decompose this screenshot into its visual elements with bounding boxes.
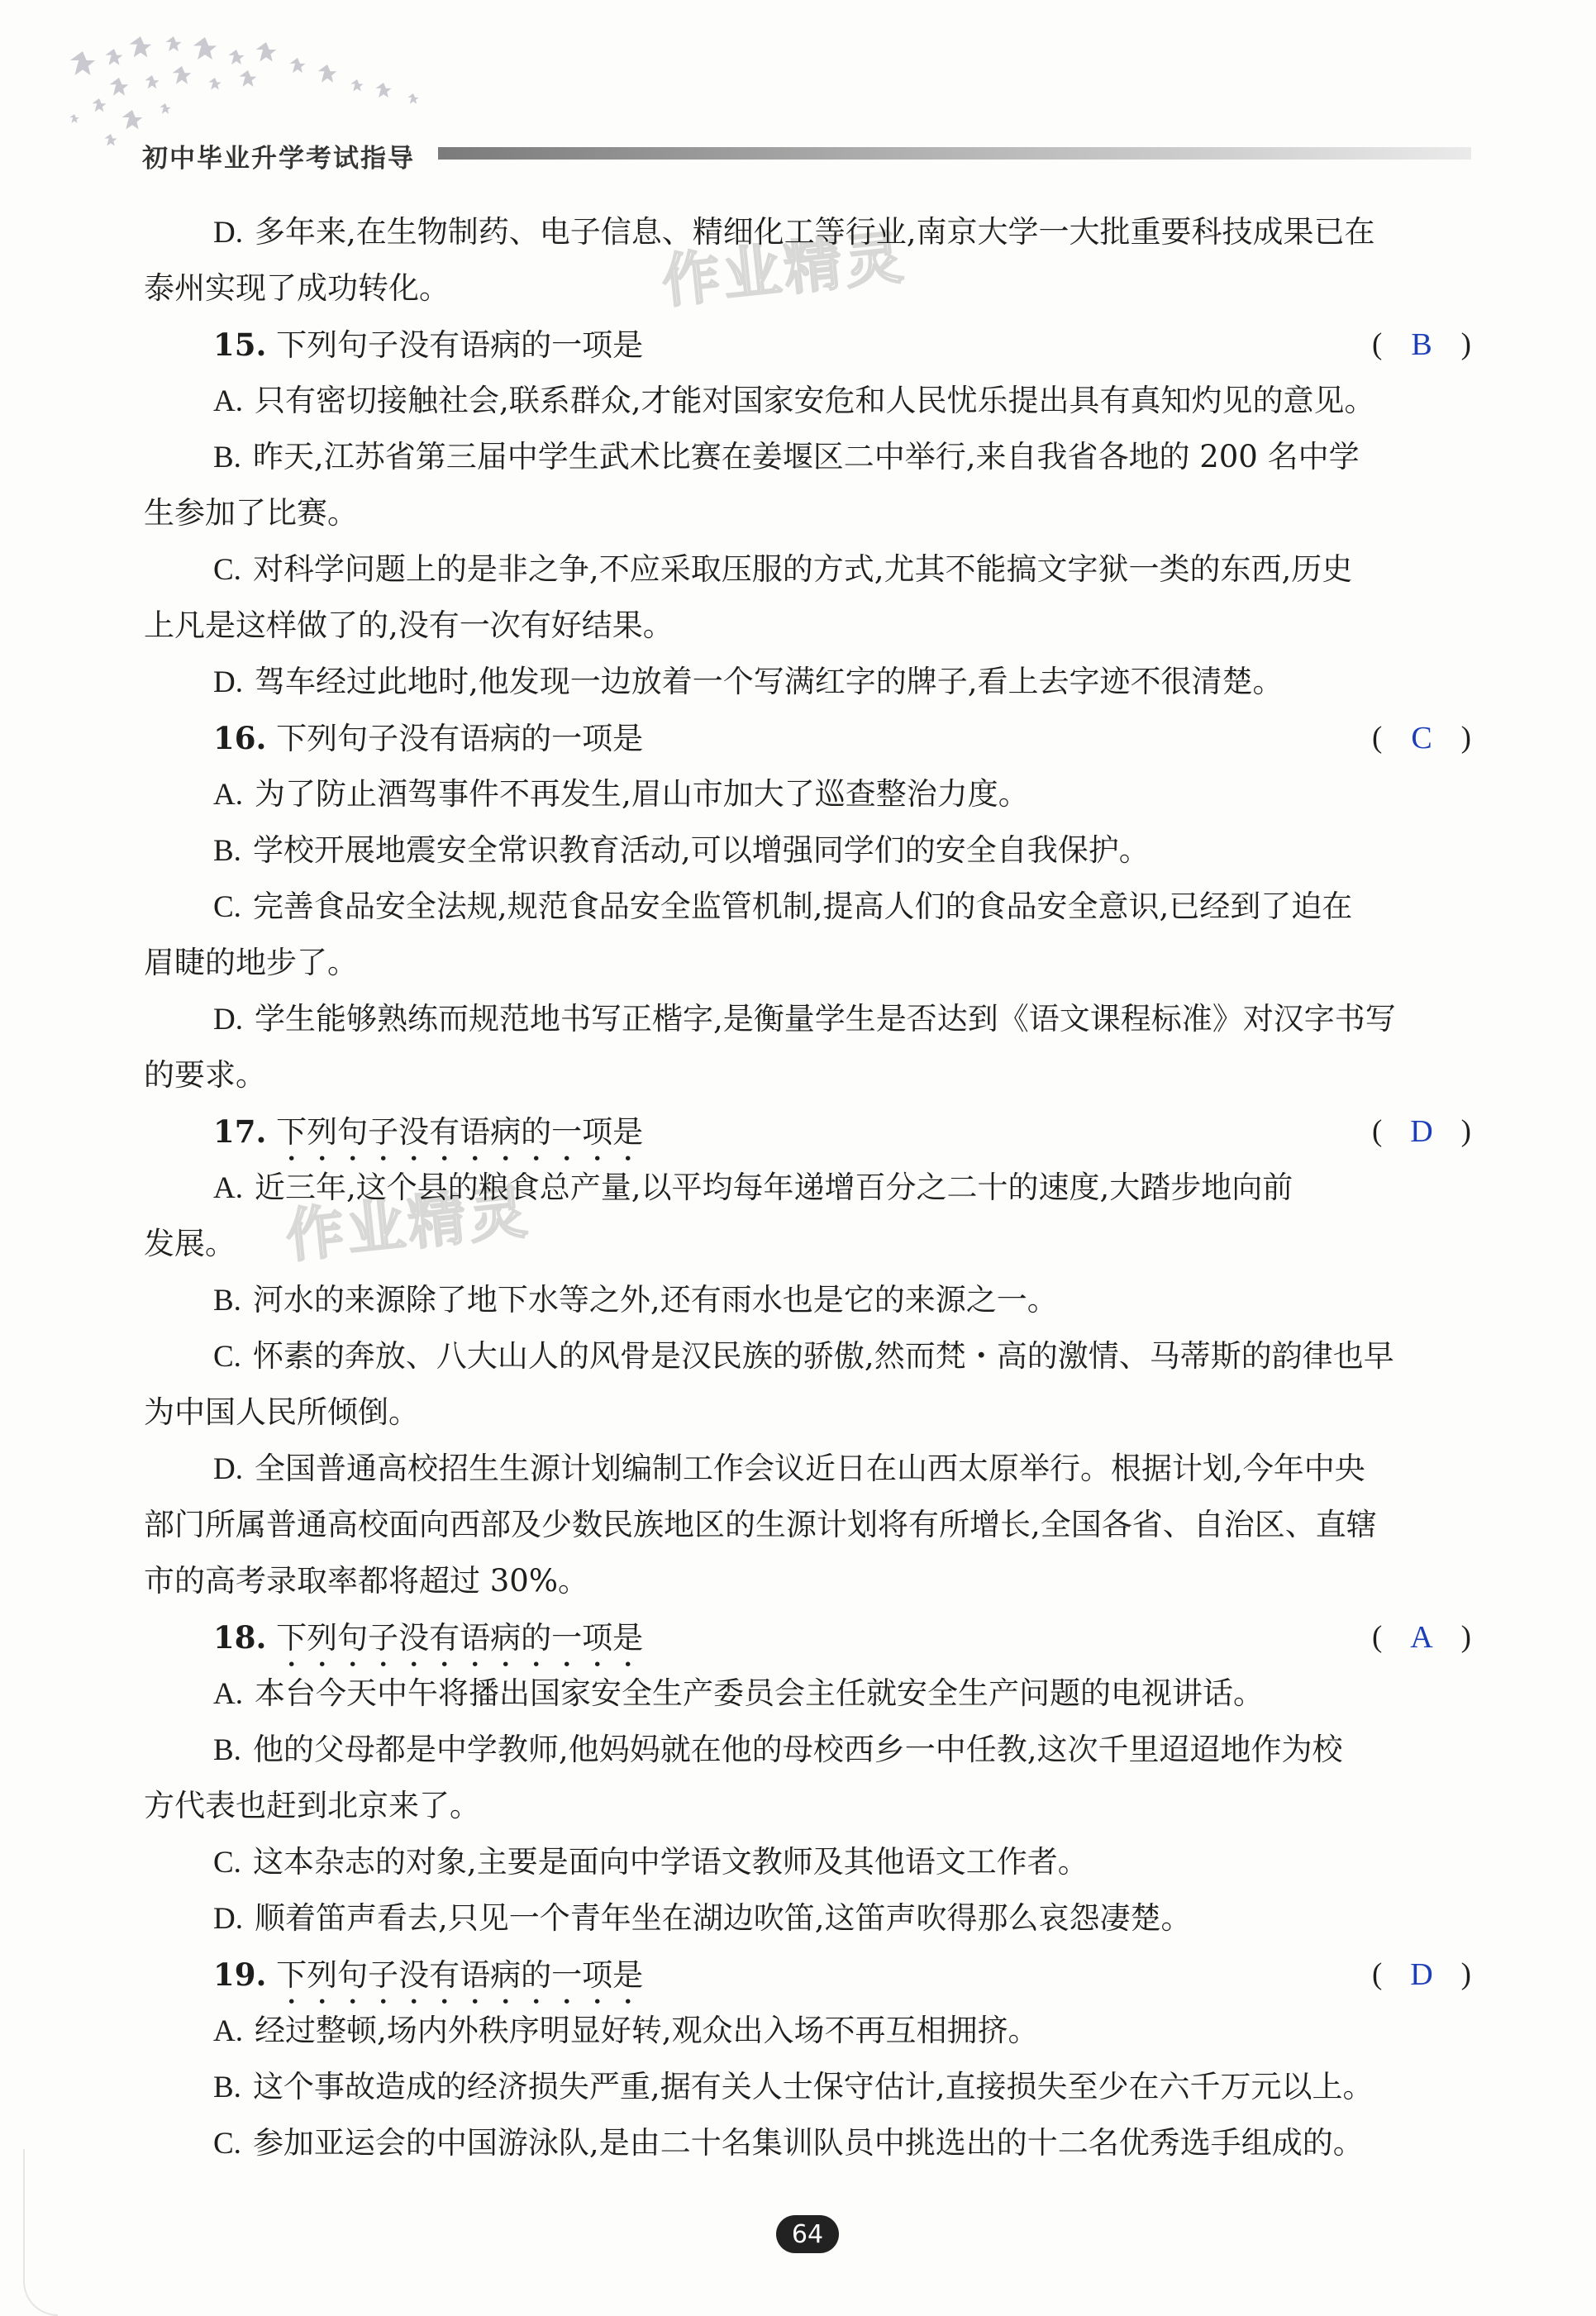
- answer-letter: B: [1411, 327, 1432, 362]
- option-line: [213, 2123, 1364, 2165]
- running-head: 初中毕业升学考试指导: [142, 144, 415, 174]
- question-number: 16.: [213, 720, 267, 756]
- option-label: B.: [213, 441, 241, 474]
- option-line: [213, 380, 1375, 422]
- option-text: 学生能够熟练而规范地书写正楷字,是衡量学生是否达到《语文课程标准》对汉字书写: [254, 1001, 1396, 1036]
- answer-bracket: ( D ): [1372, 1954, 1471, 1995]
- option-text: 怀素的奔放、八大山人的风骨是汉民族的骄傲,然而梵・高的激情、马蒂斯的韵律也早: [252, 1338, 1394, 1374]
- option-label: C.: [213, 1340, 241, 1374]
- question-text: 下列句子没有语病的一项是: [276, 721, 644, 756]
- option-label: D.: [213, 1003, 243, 1036]
- option-label: B.: [213, 1733, 241, 1767]
- option-line: [213, 1280, 1058, 1322]
- option-text: 为了防止酒驾事件不再发生,眉山市加大了巡查整治力度。: [254, 776, 1029, 812]
- option-text: 驾车经过此地时,他发现一边放着一个写满红字的牌子,看上去字迹不很清楚。: [254, 664, 1284, 699]
- option-text: 的要求。: [144, 1057, 266, 1093]
- option-text: 市的高考录取率都将超过 30%。: [144, 1563, 588, 1599]
- option-line: [213, 2066, 1373, 2109]
- option-text: 顺着笛声看去,只见一个青年坐在湖边吹笛,这笛声吹得那么哀怨凄楚。: [254, 1900, 1192, 1936]
- option-label: B.: [213, 834, 241, 868]
- option-line: [144, 1785, 480, 1827]
- question-stem: [213, 1111, 643, 1168]
- option-text: 全国普通高校招生生源计划编制工作会议近日在山西太原举行。根据计划,今年中央: [254, 1451, 1365, 1486]
- option-line: [144, 1504, 1377, 1546]
- option-text: 参加亚运会的中国游泳队,是由二十名集训队员中挑选出的十二名优秀选手组成的。: [252, 2125, 1364, 2161]
- option-line: [213, 436, 1360, 479]
- question-number: 19.: [213, 1956, 267, 1993]
- option-text: 只有密切接触社会,联系群众,才能对国家安危和人民忧乐提出具有真知灼见的意见。: [254, 383, 1375, 418]
- option-text: 泰州实现了成功转化。: [144, 270, 450, 306]
- answer-bracket: ( B ): [1372, 324, 1471, 365]
- option-line: [144, 1392, 419, 1433]
- option-text: 多年来,在生物制药、电子信息、精细化工等行业,南京大学一大批重要科技成果已在: [254, 214, 1375, 250]
- question-number: 18.: [213, 1619, 267, 1656]
- option-line: [213, 830, 1150, 872]
- option-line: [213, 1898, 1192, 1940]
- option-line: [213, 998, 1396, 1041]
- option-line: [213, 661, 1284, 703]
- option-line: [144, 605, 674, 646]
- option-label: B.: [213, 2071, 241, 2104]
- option-text: 河水的来源除了地下水等之外,还有雨水也是它的来源之一。: [252, 1282, 1058, 1318]
- option-label: C.: [213, 553, 241, 587]
- option-label: C.: [213, 2127, 241, 2161]
- option-line: [213, 212, 1375, 254]
- question-text: 下列句子没有语病的一项是: [276, 327, 644, 363]
- question-stem: [213, 324, 643, 366]
- option-text: 经过整顿,场内外秩序明显好转,观众出入场不再互相拥挤。: [254, 2013, 1039, 2048]
- option-text: 本台今天中午将播出国家安全生产委员会主任就安全生产问题的电视讲话。: [254, 1675, 1264, 1711]
- page-number: 64: [776, 2215, 839, 2253]
- option-label: D.: [213, 1452, 243, 1486]
- option-line: [213, 1729, 1342, 1771]
- option-text: 上凡是这样做了的,没有一次有好结果。: [144, 608, 674, 643]
- option-text: 完善食品安全法规,规范食品安全监管机制,提高人们的食品安全意识,已经到了迫在: [252, 889, 1353, 924]
- answer-bracket: ( A ): [1372, 1617, 1471, 1658]
- question-stem: [213, 1954, 643, 2011]
- option-text: 部门所属普通高校面向西部及少数民族地区的生源计划将有所增长,全国各省、自治区、直辖: [144, 1507, 1377, 1542]
- option-text: 对科学问题上的是非之争,不应采取压服的方式,尤其不能搞文字狱一类的东西,历史: [252, 551, 1353, 587]
- option-text: 他的父母都是中学教师,他妈妈就在他的母校西乡一中任教,这次千里迢迢地作为校: [252, 1732, 1343, 1767]
- option-label: C.: [213, 890, 241, 924]
- question-number: 17.: [213, 1113, 267, 1150]
- option-line: [213, 1673, 1264, 1715]
- header-rule: [438, 147, 1471, 160]
- option-text: 为中国人民所倾倒。: [144, 1394, 419, 1430]
- answer-letter: C: [1411, 721, 1432, 755]
- option-label: A.: [213, 2014, 243, 2048]
- option-text: 眉睫的地步了。: [144, 945, 358, 980]
- option-line: [213, 1448, 1365, 1490]
- watermark: 作业精灵: [283, 1177, 534, 1271]
- option-line: [144, 493, 358, 534]
- answer-letter: D: [1410, 1957, 1433, 1992]
- option-label: B.: [213, 1284, 241, 1318]
- option-line: [213, 774, 1029, 816]
- option-label: A.: [213, 384, 243, 418]
- option-line: [144, 1561, 588, 1602]
- option-line: [213, 886, 1352, 928]
- option-label: D.: [213, 1902, 243, 1936]
- option-text: 生参加了比赛。: [144, 495, 358, 531]
- option-text: 这本杂志的对象,主要是面向中学语文教师及其他语文工作者。: [252, 1844, 1089, 1880]
- star-decoration-icon: [50, 17, 479, 157]
- option-line: [213, 2010, 1039, 2052]
- option-text: 方代表也赶到北京来了。: [144, 1788, 480, 1823]
- page-edge-decoration: [23, 2149, 58, 2316]
- question-text: 下列句子没有语病的一项是: [276, 1957, 644, 1993]
- answer-bracket: ( D ): [1372, 1111, 1471, 1152]
- option-label: A.: [213, 1677, 243, 1711]
- option-text: 昨天,江苏省第三届中学生武术比赛在姜堰区二中举行,来自我省各地的 200 名中学: [252, 439, 1360, 474]
- answer-letter: D: [1410, 1114, 1433, 1149]
- option-label: A.: [213, 778, 243, 812]
- answer-letter: A: [1410, 1620, 1433, 1655]
- option-label: A.: [213, 1171, 243, 1205]
- option-label: C.: [213, 1846, 241, 1880]
- option-text: 学校开展地震安全常识教育活动,可以增强同学们的安全自我保护。: [252, 832, 1150, 868]
- option-line: [144, 268, 450, 309]
- option-line: [144, 1223, 236, 1265]
- option-text: 近三年,这个县的粮食总产量,以平均每年递增百分之二十的速度,大踏步地向前: [254, 1170, 1293, 1205]
- answer-bracket: ( C ): [1372, 717, 1471, 759]
- option-text: 发展。: [144, 1226, 236, 1261]
- option-line: [144, 942, 358, 984]
- option-text: 这个事故造成的经济损失严重,据有关人士保守估计,直接损失至少在六千万元以上。: [252, 2069, 1374, 2104]
- option-line: [213, 1167, 1293, 1209]
- question-stem: [213, 717, 643, 760]
- question-stem: [213, 1617, 643, 1674]
- question-text: 下列句子没有语病的一项是: [276, 1114, 644, 1150]
- question-text: 下列句子没有语病的一项是: [276, 1620, 644, 1656]
- option-label: D.: [213, 665, 243, 699]
- watermark: 作业精灵: [659, 222, 910, 317]
- question-number: 15.: [213, 326, 267, 363]
- option-label: D.: [213, 216, 243, 250]
- option-line: [213, 1842, 1089, 1884]
- option-line: [144, 1055, 266, 1096]
- option-line: [213, 1336, 1394, 1378]
- option-line: [213, 549, 1352, 591]
